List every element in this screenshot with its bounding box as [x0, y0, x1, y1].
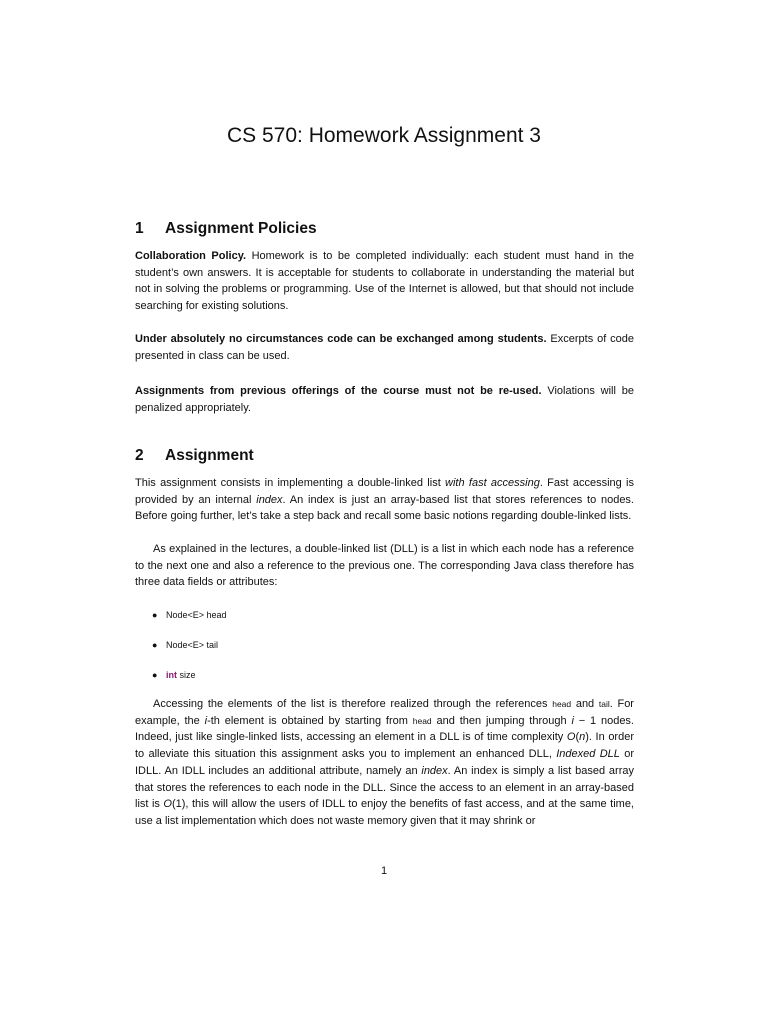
section-2-heading: [135, 447, 254, 465]
bullet-item: [152, 669, 196, 681]
p3-text: Accessing the elements of the list is therefore realized through the references: [153, 698, 553, 710]
p3-text: . An index is simply a list based array that stores the references to each node in the DLL. Since the access to an element in an array-based list is: [135, 764, 634, 811]
p3-italic: index: [421, 764, 448, 777]
p3-italic: n: [579, 731, 586, 744]
bullet-item: [152, 609, 227, 621]
section-1-heading: [135, 220, 317, 238]
bullet-text: size: [177, 670, 196, 680]
p3-text: − 1 nodes. Indeed, just like single-linked lists, accessing an element in a DLL is of time complexity: [135, 714, 634, 744]
reuse-paragraph: [135, 383, 634, 416]
p3-text: . For example, the: [135, 698, 634, 727]
p3-italic: O: [566, 731, 576, 744]
bullet-dot-icon: ●: [152, 670, 158, 680]
p3-text: or IDLL. An IDLL includes an additional attribute, namely an: [135, 748, 634, 777]
bullet-item: [152, 639, 218, 651]
intro-emphasis-fast-accessing: with fast accessing: [445, 477, 540, 489]
intro-emphasis-index: index: [256, 493, 283, 506]
code-exchange-lead: Under absolutely no circumstances code can be exchanged among students.: [135, 333, 547, 345]
assignment-intro-paragraph: [135, 475, 634, 525]
p3-italic: O: [163, 798, 172, 811]
reuse-lead: Assignments from previous offerings of the course must not be re-used.: [135, 385, 542, 397]
access-explanation-paragraph: [135, 696, 634, 830]
code-head: head: [552, 699, 572, 709]
p3-text: (1), this will allow the users of IDLL to enjoy the benefits of fast access, and at the same time, use a list implementation which does not waste memory given that it may shrink or: [135, 798, 634, 827]
collaboration-policy-lead: Collaboration Policy.: [135, 250, 247, 262]
bullet-dot-icon: ●: [152, 640, 158, 650]
intro-text-c: . An index is just an array-based list that stores references to nodes. Before going further, let’s take a step back and recall some basic notions regarding double-linked lists.: [135, 493, 634, 523]
code-exchange-paragraph: [135, 331, 634, 364]
page-number: 1: [380, 865, 388, 877]
code-exchange-text: Excerpts of code presented in class can be used.: [135, 333, 634, 362]
reuse-text: Violations will be penalized appropriately.: [135, 385, 634, 414]
document-title: CS 570: Homework Assignment 3: [227, 124, 541, 147]
p3-italic: Indexed DLL: [556, 748, 620, 761]
p3-italic: i: [204, 714, 208, 727]
code-head: head: [412, 715, 432, 726]
bullet-text: Node<E> head: [166, 610, 227, 620]
intro-text-b: . Fast accessing is provided by an internal: [135, 477, 634, 506]
code-tail: tail: [598, 699, 610, 709]
bullet-keyword: int: [166, 670, 177, 680]
p3-text: and: [571, 698, 599, 710]
dll-explanation-paragraph: As explained in the lectures, a double-linked list (DLL) is a list in which each node has a reference to the next one and also a reference to the previous one. The corresponding Java class therefore has three data fields or attributes:: [135, 543, 634, 589]
collaboration-policy-text: Homework is to be completed individually: each student must hand in the student’s own answers. It is acceptable for students to collaborate in understanding the material but not in solving the problems or programming. Use of the Internet is allowed, but that should not include searching for existing solutions.: [135, 250, 634, 313]
p3-text: and then jumping through: [431, 714, 572, 727]
section-1-number: 1: [135, 220, 144, 237]
bullet-text: Node<E> tail: [166, 640, 219, 650]
section-1-title: Assignment Policies: [165, 220, 317, 237]
bullet-dot-icon: ●: [152, 610, 158, 620]
p3-text: ). In order to alleviate this situation this assignment asks you to implement an enhanced DLL,: [135, 731, 634, 761]
section-2-title: Assignment: [165, 447, 254, 464]
intro-text-a: This assignment consists in implementing a double-linked list: [135, 477, 446, 489]
p3-italic: i: [571, 714, 574, 727]
p3-text: -th element is obtained by starting from: [207, 714, 413, 727]
collaboration-policy-paragraph: [135, 248, 634, 315]
section-2-number: 2: [135, 447, 144, 464]
p3-text: (: [575, 731, 580, 744]
